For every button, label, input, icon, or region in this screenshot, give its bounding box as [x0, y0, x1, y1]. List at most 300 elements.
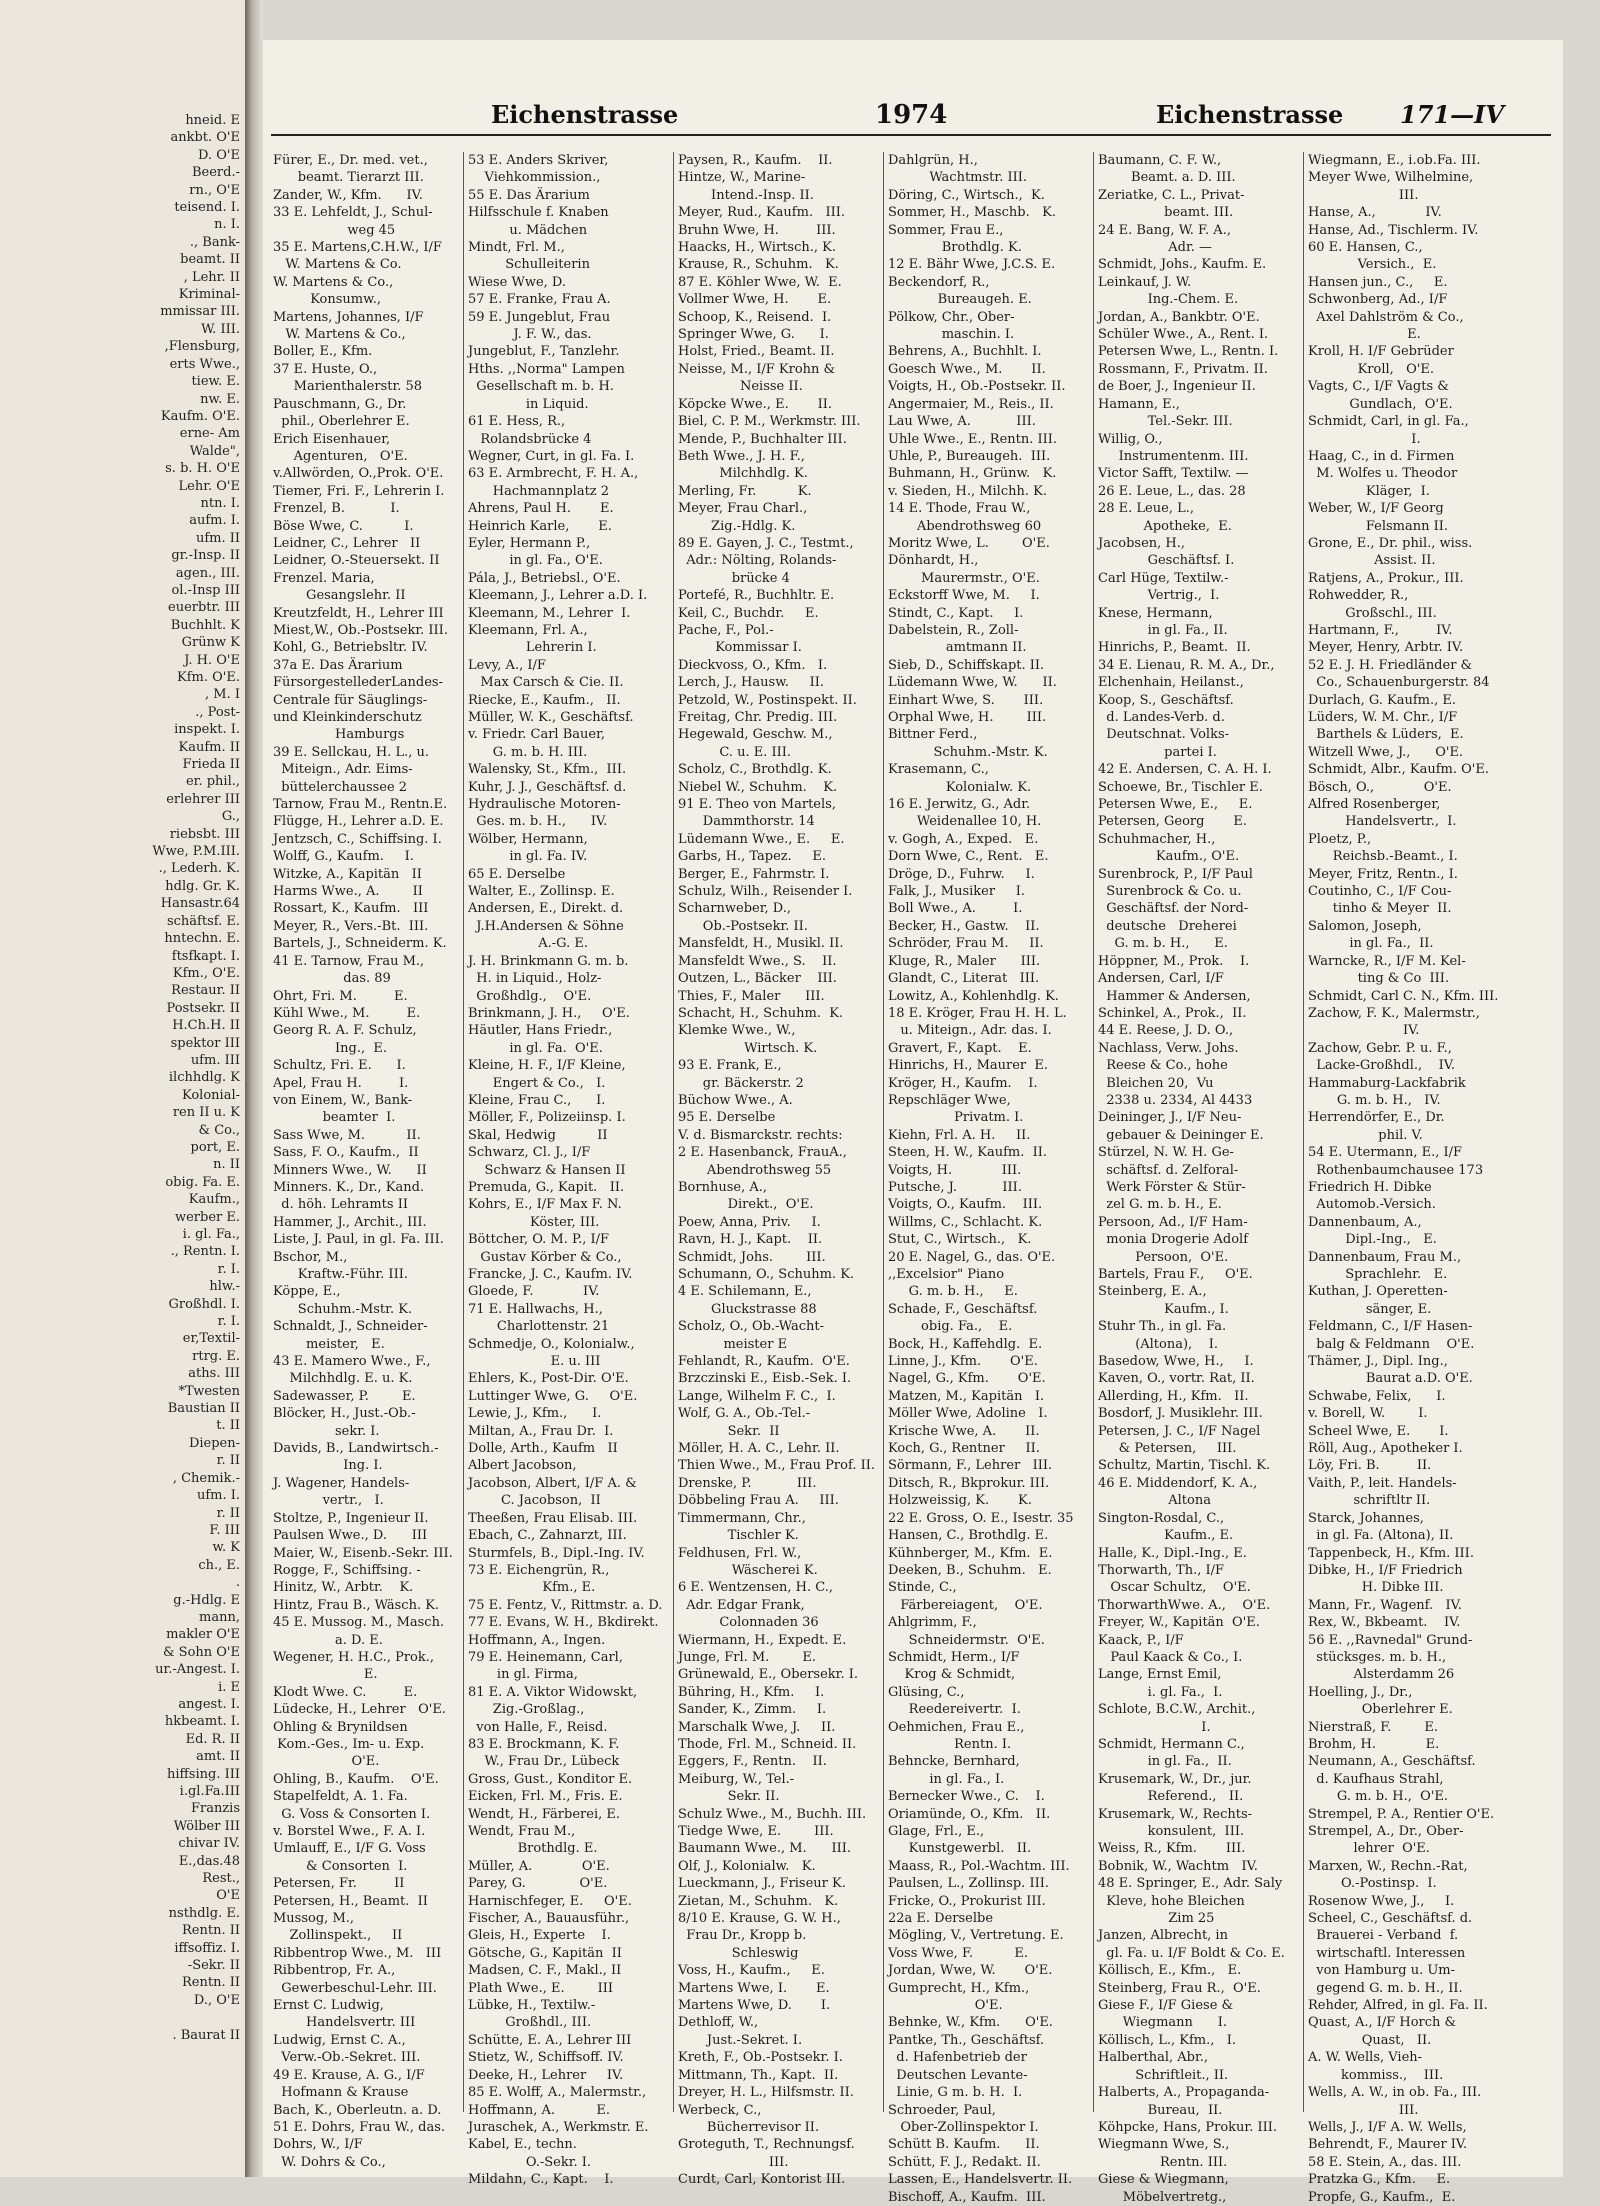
directory-entry-line: Glandt, C., Literat III. — [888, 971, 1040, 987]
directory-entry-line: Blöcker, H., Just.-Ob.- — [273, 1406, 416, 1422]
directory-entry-line: Francke, J. C., Kaufm. IV. — [468, 1267, 633, 1282]
directory-entry-line: Witzell Wwe, J., O'E. — [1308, 744, 1464, 760]
directory-entry-line: Starck, Johannes, — [1308, 1510, 1424, 1526]
directory-entry-line: sekr. I. — [273, 1423, 380, 1439]
directory-entry-line: Lehrerin I. — [468, 640, 597, 656]
directory-entry-line: Glüsing, C., — [888, 1684, 965, 1700]
directory-entry-line: deutsche Dreherei — [1098, 918, 1237, 934]
directory-entry-line: Dolle, Arth., Kaufm II — [468, 1441, 618, 1457]
directory-entry-line: Vagts, C., I/F Vagts & — [1308, 379, 1449, 395]
directory-entry-line: Fricke, O., Prokurist III. — [888, 1893, 1046, 1909]
directory-entry-line: Hammer & Andersen, — [1098, 988, 1251, 1004]
directory-entry-line: Geschäftsf. I. — [1098, 553, 1235, 569]
directory-entry-line: Georg R. A. F. Schulz, — [273, 1023, 417, 1039]
directory-entry-line: Rogge, F., Schiffsing. - — [273, 1562, 421, 1578]
directory-entry-line: Kommissar I. — [678, 640, 802, 656]
directory-entry-line: Scharnweber, D., — [678, 901, 792, 917]
directory-entry-line: Reichsb.-Beamt., I. — [1308, 849, 1458, 865]
directory-entry-line: von Halle, F., Reisd. — [468, 1719, 608, 1735]
directory-entry-line: Pratzka G., Kfm. E. — [1308, 2172, 1451, 2188]
directory-entry-line: Neisse II. — [678, 379, 803, 395]
left-page-line: Baustian II — [167, 1401, 240, 1417]
directory-entry-line: Hoelling, J., Dr., — [1308, 1684, 1413, 1700]
left-page-line: Restaur. II — [171, 983, 240, 999]
directory-entry-line: Kühnberger, M., Kfm. E. — [888, 1545, 1053, 1561]
directory-entry-line: vertr., I. — [273, 1493, 384, 1509]
directory-entry-line: Oberlehrer E. — [1308, 1702, 1453, 1718]
directory-entry-line: Meyer Wwe, Wilhelmine, — [1308, 170, 1474, 186]
directory-entry-line: Gesangslehr. II — [273, 588, 406, 604]
directory-entry-line: Kaufm., O'E. — [1098, 849, 1240, 865]
directory-entry-line: Kroll, O'E. — [1308, 361, 1435, 377]
left-page-line: ntn. I. — [200, 495, 240, 511]
directory-entry-line: Kfm., E. — [468, 1580, 596, 1596]
directory-entry-line: Merling, Fr. K. — [678, 483, 812, 499]
directory-entry-line: 35 E. Martens,C.H.W., I/F — [273, 240, 442, 256]
directory-entry-line: Zollinspekt., II — [273, 1928, 403, 1944]
left-page-line: Großhdl. I. — [168, 1296, 240, 1312]
directory-entry-line: Marxen, W., Rechn.-Rat, — [1308, 1858, 1468, 1874]
directory-entry-line: Leidner, C., Lehrer II — [273, 535, 421, 551]
directory-entry-line: Bock, H., Kaffehdlg. E. — [888, 1336, 1043, 1352]
left-page-line: angest. I. — [178, 1696, 240, 1712]
directory-entry-line: Schmedje, O., Kolonialw., — [468, 1336, 635, 1352]
directory-entry-line: O'E. — [273, 1754, 380, 1770]
directory-entry-line: Thies, F., Maler III. — [678, 988, 825, 1004]
directory-entry-line: Hydraulische Motoren- — [468, 797, 621, 813]
directory-entry-line: Portefé, R., Buchhltr. E. — [678, 588, 835, 604]
directory-entry-line: Wiegmann, E., i.ob.Fa. III. — [1308, 153, 1481, 168]
directory-entry-line: Ob.-Postsekr. II. — [678, 918, 808, 934]
left-page-line: Buchhlt. K — [170, 617, 240, 633]
directory-entry-line: Deeke, H., Lehrer IV. — [468, 2067, 624, 2083]
directory-page — [263, 40, 1563, 2205]
directory-entry-line: Brzczinski E., Eisb.-Sek. I. — [678, 1371, 852, 1387]
column-4 — [888, 152, 1090, 2205]
directory-entry-line: G. m. b. H., IV. — [1308, 1092, 1441, 1108]
directory-entry-line: in gl. Fa., O'E. — [468, 553, 603, 569]
directory-entry-line: Kolonialw. K. — [888, 779, 1032, 795]
directory-entry-line: 81 E. A. Viktor Widowskt, — [468, 1684, 638, 1700]
directory-entry-line: Stinde, C., — [888, 1580, 957, 1596]
left-page-line: -Sekr. II — [187, 1958, 240, 1974]
left-page-line: Kfm., O'E. — [172, 965, 240, 981]
directory-entry-line: Stietz, W., Schiffsoff. IV. — [468, 2050, 624, 2066]
column-6 — [1308, 152, 1513, 2205]
header-rule — [271, 134, 1551, 136]
directory-entry-line: Kaufm., E. — [1098, 1528, 1234, 1544]
directory-entry-line: Hartmann, F., IV. — [1308, 622, 1453, 638]
left-page-line: inspekt. I. — [174, 722, 240, 738]
directory-entry-line: V. d. Bismarckstr. rechts: — [678, 1127, 843, 1143]
left-page-line: Kriminal- — [178, 287, 240, 303]
directory-entry-line: Basedow, Wwe, H., I. — [1098, 1354, 1254, 1370]
directory-entry-line: Ravn, H. J., Kapt. II. — [678, 1232, 823, 1248]
directory-entry-line: Eckstorff Wwe, M. I. — [888, 588, 1040, 604]
left-page-line: hkbeamt. I. — [164, 1714, 240, 1730]
directory-entry-line: Weiss, R., Kfm. III. — [1098, 1841, 1246, 1857]
directory-entry-line: Voss Wwe, F. E. — [888, 1945, 1029, 1961]
directory-entry-line: Frenzel. Maria, — [273, 570, 375, 586]
directory-entry-line: Angermaier, M., Reis., II. — [888, 396, 1054, 412]
directory-entry-line: Halle, K., Dipl.-Ing., E. — [1098, 1545, 1247, 1561]
directory-entry-line: Strempel, A., Dr., Ober- — [1308, 1824, 1464, 1839]
left-page-line: & Sohn O'E — [162, 1644, 240, 1660]
directory-entry-line: Hanse, A., IV. — [1308, 205, 1442, 221]
directory-entry-line: v. Gogh, A., Exped. E. — [888, 831, 1039, 847]
directory-entry-line: Jentzsch, C., Schiffsing. I. — [273, 831, 442, 847]
directory-entry-line: C. Jacobson, II — [468, 1493, 601, 1509]
directory-entry-line: Miltan, A., Frau Dr. I. — [468, 1423, 614, 1439]
directory-entry-line: Heinrich Karle, E. — [468, 518, 612, 534]
directory-entry-line: Barthels & Lüders, E. — [1308, 727, 1464, 743]
directory-entry-line: 16 E. Jerwitz, G., Adr. — [888, 797, 1031, 813]
directory-entry-line: Krusemark, W., Rechts- — [1098, 1806, 1253, 1822]
directory-entry-line: Zig.-Großlag., — [468, 1702, 585, 1718]
directory-entry-line: Schulz, Wilh., Reisender I. — [678, 884, 853, 900]
directory-entry-line: Krusemark, W., Dr., jur. — [1098, 1771, 1252, 1787]
directory-entry-line: 43 E. Mamero Wwe., F., — [273, 1354, 431, 1370]
directory-entry-line: Nierstraß, F. E. — [1308, 1719, 1439, 1735]
left-page-line: i. E — [218, 1679, 240, 1695]
directory-entry-line: Böttcher, O. M. P., I/F — [468, 1232, 610, 1248]
directory-entry-line: Deutschnat. Volks- — [1098, 727, 1230, 743]
directory-entry-line: Weber, W., I/F Georg — [1308, 501, 1444, 517]
directory-entry-line: von Einem, W., Bank- — [273, 1092, 413, 1108]
left-page-line: ftsfkapt. I. — [171, 948, 240, 964]
left-page-line: Rest., — [202, 1871, 240, 1887]
directory-entry-line: Röll, Aug., Apotheker I. — [1308, 1441, 1463, 1457]
directory-entry-line: Tiedge Wwe, E. III. — [678, 1824, 834, 1839]
directory-entry-line: Nachlass, Verw. Johs. — [1098, 1040, 1239, 1056]
directory-entry-line: Parey, G. O'E. — [468, 1876, 608, 1892]
directory-entry-line: Lerch, J., Hausw. II. — [678, 675, 824, 691]
column-2 — [468, 152, 670, 2188]
directory-entry-line: Tel.-Sekr. III. — [1098, 414, 1233, 430]
directory-entry-line: Einhart Wwe, S. III. — [888, 692, 1044, 708]
directory-entry-line: Salomon, Joseph, — [1308, 918, 1422, 934]
left-page-edge — [0, 0, 247, 2177]
directory-entry-line: Adr. — — [1098, 240, 1213, 256]
directory-entry-line: Schuhm.-Mstr. K. — [273, 1301, 413, 1317]
directory-entry-line: Feldhusen, Frl. W., — [678, 1545, 802, 1561]
directory-entry-line: O.-Postinsp. I. — [1308, 1876, 1437, 1892]
directory-entry-line: Thämer, J., Dipl. Ing., — [1308, 1354, 1448, 1370]
directory-entry-line: Bittner Ferd., — [888, 727, 978, 743]
directory-entry-line: von Hamburg u. Um- — [1308, 1963, 1456, 1979]
directory-entry-line: Meyer, Henry, Arbtr. IV. — [1308, 640, 1464, 656]
directory-entry-line: Müller, A. O'E. — [468, 1858, 610, 1874]
directory-entry-line: Wolf, G. A., Ob.-Tel.- — [678, 1406, 811, 1422]
directory-entry-line: Dannenbaum, A., — [1308, 1214, 1422, 1230]
directory-entry-line: Intend.-Insp. II. — [678, 187, 814, 203]
directory-entry-line: Schuhmacher, H., — [1098, 831, 1216, 847]
directory-entry-line: E. — [273, 1667, 378, 1683]
directory-entry-line: Elchenhain, Heilanst., — [1098, 675, 1244, 691]
directory-entry-line: Theeßen, Frau Elisab. III. — [468, 1510, 638, 1526]
directory-entry-line: Milchhdlg. E. u. K. — [273, 1371, 413, 1387]
column-divider — [1303, 152, 1304, 2112]
directory-entry-line: Hachmannplatz 2 — [468, 483, 610, 499]
left-page-line: Kaufm., — [188, 1192, 240, 1208]
directory-entry-line: sänger, E. — [1308, 1301, 1432, 1317]
directory-entry-line: Stindt, C., Kapt. I. — [888, 605, 1024, 621]
directory-entry-line: Premuda, G., Kapit. II. — [468, 1179, 625, 1195]
left-page-line: mann, — [199, 1609, 240, 1625]
left-page-line: hdlg. Gr. K. — [165, 878, 240, 894]
directory-entry-line: Klemke Wwe., W., — [678, 1023, 796, 1039]
directory-entry-line: d. Kaufhaus Strahl, — [1308, 1771, 1444, 1787]
directory-entry-line: Mansfeldt, H., Musikl. II. — [678, 936, 844, 952]
directory-entry-line: Ober-Zollinspektor I. — [888, 2119, 1039, 2135]
directory-entry-line: Giese F., I/F Giese & — [1098, 1998, 1234, 2014]
left-page-line: agen., III. — [175, 565, 240, 581]
left-page-line: ilchhdlg. K — [168, 1070, 240, 1086]
directory-entry-line: Gustav Körber & Co., — [468, 1249, 622, 1265]
directory-entry-line: obig. Fa., E. — [888, 1319, 1013, 1335]
directory-entry-line: Oscar Schultz, O'E. — [1098, 1580, 1251, 1596]
directory-entry-line: Lüdecke, H., Lehrer O'E. — [273, 1702, 446, 1718]
directory-entry-line: Möller, H. A. C., Lehr. II. — [678, 1441, 840, 1457]
header-page-number: 171—IV — [1400, 100, 1504, 129]
directory-entry-line: Kunstgewerbl. II. — [888, 1841, 1032, 1857]
column-divider — [463, 152, 464, 2112]
directory-entry-line: Eggers, F., Rentn. II. — [678, 1754, 827, 1770]
directory-entry-line: Dönhardt, H., — [888, 553, 979, 569]
directory-entry-line: Buhmann, H., Grünw. K. — [888, 466, 1057, 482]
directory-entry-line: Petersen Wwe, L., Rentn. I. — [1098, 344, 1279, 360]
left-page-line: & Co., — [198, 1122, 240, 1138]
directory-entry-line: Tischler K. — [678, 1528, 799, 1544]
directory-entry-line: Rosenow Wwe, J., I. — [1308, 1893, 1455, 1909]
directory-entry-line: Höppner, M., Prok. I. — [1098, 953, 1250, 969]
directory-entry-line: Ges. m. b. H., IV. — [468, 814, 608, 830]
directory-entry-line: Ahlgrimm, F., — [888, 1615, 977, 1631]
directory-entry-line: Gewerbeschul-Lehr. III. — [273, 1980, 437, 1996]
directory-entry-line: Rothenbaumchausee 173 — [1308, 1162, 1484, 1178]
directory-entry-line: schriftltr II. — [1308, 1493, 1431, 1509]
left-page-line: er,Textil- — [182, 1331, 240, 1347]
directory-entry-line: 39 E. Sellckau, H. L., u. — [273, 744, 430, 760]
directory-entry-line: Eyler, Hermann P., — [468, 535, 591, 551]
directory-entry-line: Sommer, Frau E., — [888, 222, 1004, 238]
directory-entry-line: Thien Wwe., M., Frau Prof. II. — [678, 1458, 875, 1474]
directory-entry-line: 53 E. Anders Skriver, — [468, 153, 609, 168]
directory-entry-line: Martens, Johannes, I/F — [273, 309, 424, 325]
directory-entry-line: v. Borstel Wwe., F. A. I. — [273, 1824, 426, 1839]
left-page-line: port, E. — [190, 1139, 240, 1155]
directory-entry-line: Dammthorstr. 14 — [678, 814, 815, 830]
left-page-line: makler O'E — [166, 1627, 240, 1643]
directory-entry-line: Rentn. I. — [888, 1736, 1012, 1752]
header-year: 1974 — [875, 100, 948, 130]
directory-entry-line: 54 E. Utermann, E., I/F — [1308, 1145, 1463, 1161]
directory-entry-line: 20 E. Nagel, G., das. O'E. — [888, 1249, 1056, 1265]
directory-entry-line: Freyer, W., Kapitän O'E. — [1098, 1615, 1260, 1631]
directory-entry-line: Baumann Wwe., M. III. — [678, 1841, 851, 1857]
directory-entry-line: Janzen, Albrecht, in — [1098, 1928, 1228, 1944]
directory-entry-line: Baumann, C. F. W., — [1098, 153, 1222, 168]
directory-entry-line: Matzen, M., Kapitän I. — [888, 1388, 1045, 1404]
directory-entry-line: d. Landes-Verb. d. — [1098, 710, 1225, 725]
directory-entry-line: 79 E. Heinemann, Carl, — [468, 1649, 623, 1665]
directory-entry-line: Dipl.-Ing., E. — [1308, 1232, 1437, 1248]
left-page-line: spektor III — [170, 1035, 240, 1051]
directory-entry-line: 44 E. Reese, J. D. O., — [1098, 1023, 1234, 1039]
directory-entry-line: 37a E. Das Ärarium — [273, 657, 403, 673]
directory-entry-line: E. — [1308, 327, 1421, 343]
column-1 — [273, 152, 461, 2170]
directory-entry-line: Neisse, M., I/F Krohn & — [678, 361, 836, 377]
directory-entry-line: 41 E. Tarnow, Frau M., — [273, 953, 425, 969]
left-page-line: teisend. I. — [174, 200, 240, 216]
directory-entry-line: Becker, H., Gastw. II. — [888, 918, 1040, 934]
directory-entry-line: Moritz Wwe, L. O'E. — [888, 535, 1050, 551]
directory-entry-line: Knese, Hermann, — [1098, 605, 1213, 621]
directory-entry-line: Jacobsen, H., — [1098, 535, 1185, 551]
directory-entry-line: Ploetz, P., — [1308, 831, 1372, 847]
directory-entry-line: Leidner, O.-Steuersekt. II — [273, 553, 440, 569]
directory-entry-line: Fischer, A., Bauausführ., — [468, 1911, 630, 1927]
directory-entry-line: Möbelvertretg., — [1098, 2189, 1227, 2205]
directory-entry-line: Kuhr, J. J., Geschäftsf. d. — [468, 779, 627, 795]
directory-entry-line: Willig, O., — [1098, 431, 1163, 447]
directory-entry-line: Brothdlg. E. — [468, 1841, 598, 1857]
directory-entry-line: J. Wagener, Handels- — [273, 1475, 410, 1491]
directory-entry-line: gr. Bäckerstr. 2 — [678, 1075, 804, 1091]
directory-entry-line: Weidenallee 10, H. — [888, 814, 1042, 830]
directory-entry-line: Kleemann, J., Lehrer a.D. I. — [468, 588, 648, 604]
directory-entry-line: Thode, Frl. M., Schneid. II. — [678, 1736, 857, 1752]
directory-entry-line: Orphal Wwe, H. III. — [888, 710, 1047, 725]
directory-entry-line: Jordan, A., Bankbtr. O'E. — [1098, 309, 1260, 325]
directory-entry-line: Schmidt, Johs. III. — [678, 1249, 826, 1265]
directory-entry-line: Wiermann, H., Expedt. E. — [678, 1632, 847, 1648]
left-page-line: ol.-Insp III — [171, 582, 240, 598]
directory-entry-line: Curdt, Carl, Kontorist III. — [678, 2172, 846, 2188]
directory-entry-line: Boller, E., Kfm. — [273, 344, 373, 360]
left-page-line: rtrg. E. — [192, 1348, 240, 1364]
directory-entry-line: 2 E. Hasenbanck, FrauA., — [678, 1145, 847, 1161]
directory-entry-line: Durlach, G. Kaufm., E. — [1308, 692, 1457, 708]
left-page-line: nsthdlg. E. — [168, 1905, 240, 1921]
directory-entry-line: Paul Kaack & Co., I. — [1098, 1649, 1243, 1665]
directory-entry-line: Maurermstr., O'E. — [888, 570, 1040, 586]
directory-entry-line: Herrendörfer, E., Dr. — [1308, 1110, 1445, 1126]
directory-entry-line: Behncke, Bernhard, — [888, 1754, 1020, 1770]
directory-entry-line: Böse Wwe, C. I. — [273, 518, 414, 534]
directory-entry-line: Miest,W., Ob.-Postsekr. III. — [273, 622, 448, 638]
directory-entry-line: 51 E. Dohrs, Frau W., das. — [273, 2119, 446, 2135]
left-page-line: i. gl. Fa., — [182, 1227, 240, 1242]
directory-entry-line: in gl. Fa., II. — [1098, 622, 1228, 638]
directory-entry-line: Scheel, C., Geschäftsf. d. — [1308, 1911, 1473, 1927]
directory-entry-line: Lüdemann Wwe, W. II. — [888, 675, 1057, 691]
left-page-line: i.gl.Fa.III — [179, 1784, 240, 1799]
directory-entry-line: ,,Excelsior" Piano — [888, 1267, 1005, 1282]
directory-entry-line: Färbereiagent, O'E. — [888, 1597, 1043, 1613]
directory-entry-line: 95 E. Derselbe — [678, 1110, 776, 1126]
directory-entry-line: Schütte, E. A., Lehrer III — [468, 2032, 632, 2048]
directory-entry-line: phil. V. — [1308, 1127, 1423, 1143]
directory-entry-line: A.-G. E. — [468, 936, 588, 952]
directory-entry-line: maschin. I. — [888, 327, 1015, 343]
directory-entry-line: IV. — [1308, 1023, 1420, 1039]
directory-entry-line: 2338 u. 2334, Al 4433 — [1098, 1092, 1253, 1108]
directory-entry-line: tinho & Meyer II. — [1308, 901, 1452, 917]
directory-entry-line: Schumann, O., Schuhm. K. — [678, 1267, 855, 1282]
left-page-line: O'E — [216, 1888, 240, 1904]
directory-entry-line: Zachow, Gebr. P. u. F., — [1308, 1040, 1452, 1056]
directory-entry-line: Ditsch, R., Bkprokur. III. — [888, 1475, 1050, 1491]
directory-entry-line: Schmidt, Albr., Kaufm. O'E. — [1308, 762, 1489, 778]
directory-entry-line: monia Drogerie Adolf — [1098, 1232, 1249, 1248]
directory-entry-line: Zig.-Hdlg. K. — [678, 518, 796, 534]
left-page-line: E.,das.48 — [178, 1853, 240, 1869]
directory-entry-line: Apel, Frau H. I. — [273, 1075, 409, 1091]
directory-entry-line: Witzke, A., Kapitän II — [273, 866, 422, 882]
directory-entry-line: Wirtsch. K. — [678, 1040, 818, 1056]
directory-entry-line: Schmidt, Carl, in gl. Fa., — [1308, 414, 1469, 430]
directory-entry-line: Büchow Wwe., A. — [678, 1092, 793, 1108]
directory-entry-line: Feldmann, C., I/F Hasen- — [1308, 1319, 1473, 1335]
header-street-left: Eichenstrasse — [491, 100, 679, 129]
directory-entry-line: beamt. Tierarzt III. — [273, 170, 424, 186]
directory-entry-line: Müller, W. K., Geschäftsf. — [468, 710, 634, 725]
directory-entry-line: Steinberg, E. A., — [1098, 1284, 1207, 1300]
directory-entry-line: Sander, K., Zimm. I. — [678, 1702, 827, 1718]
directory-entry-line: Martens Wwe, I. E. — [678, 1980, 830, 1996]
directory-entry-line: M. Wolfes u. Theodor — [1308, 466, 1458, 482]
directory-entry-line: Sekr. II. — [678, 1789, 780, 1805]
left-page-line: ur.-Angest. I. — [155, 1662, 240, 1678]
directory-entry-line: Schmidt, Hermann C., — [1098, 1736, 1245, 1752]
directory-entry-line: C. u. E. III. — [678, 744, 792, 760]
directory-entry-line: balg & Feldmann O'E. — [1308, 1336, 1475, 1352]
directory-entry-line: gebauer & Deininger E. — [1098, 1127, 1264, 1143]
directory-entry-line: Schacht, H., Schuhm. K. — [678, 1005, 844, 1021]
directory-entry-line: Maier, W., Eisenb.-Sekr. III. — [273, 1545, 453, 1561]
directory-entry-line: weg 45 — [273, 222, 396, 238]
left-page-line: . Baurat II — [172, 2027, 240, 2043]
directory-entry-line: Holst, Fried., Beamt. II. — [678, 344, 835, 360]
directory-entry-line: 18 E. Kröger, Frau H. H. L. — [888, 1005, 1067, 1021]
directory-entry-line: Meyer, Rud., Kaufm. III. — [678, 205, 846, 221]
left-page-line: Kaufm. II — [178, 739, 240, 755]
left-page-line: n. II — [213, 1157, 240, 1173]
directory-entry-line: Mende, P., Buchhalter III. — [678, 431, 847, 447]
directory-entry-line: Hammaburg-Lackfabrik — [1308, 1075, 1466, 1091]
directory-entry-line: Grone, E., Dr. phil., wiss. — [1308, 535, 1473, 551]
directory-entry-line: Altona — [1098, 1493, 1211, 1509]
directory-entry-line: Wendt, Frau M., — [468, 1824, 576, 1839]
directory-entry-line: Wiese Wwe, D. — [468, 274, 567, 290]
left-page-fragments — [0, 112, 240, 2044]
directory-entry-line: III. — [1308, 187, 1419, 203]
directory-entry-line: Möller, F., Polizeiinsp. I. — [468, 1110, 626, 1126]
directory-entry-line: Quast, A., I/F Horch & — [1308, 2015, 1457, 2031]
directory-entry-line: Voigts, H., Ob.-Postsekr. II. — [888, 379, 1066, 395]
directory-entry-line: Walter, E., Zollinsp. E. — [468, 884, 615, 900]
directory-entry-line: Ratjens, A., Prokur., III. — [1308, 570, 1464, 586]
directory-entry-line: in gl. Firma, — [468, 1667, 578, 1683]
directory-entry-line: Sieb, D., Schiffskapt. II. — [888, 657, 1045, 673]
directory-entry-line: Sekr. II — [678, 1423, 780, 1439]
directory-entry-line: Axel Dahlström & Co., — [1308, 309, 1464, 325]
directory-entry-line: Nagel, G., Kfm. O'E. — [888, 1371, 1046, 1387]
directory-entry-line: G. m. b. H., E. — [888, 1284, 1018, 1300]
directory-entry-line: Leinkauf, J. W. — [1098, 274, 1192, 290]
